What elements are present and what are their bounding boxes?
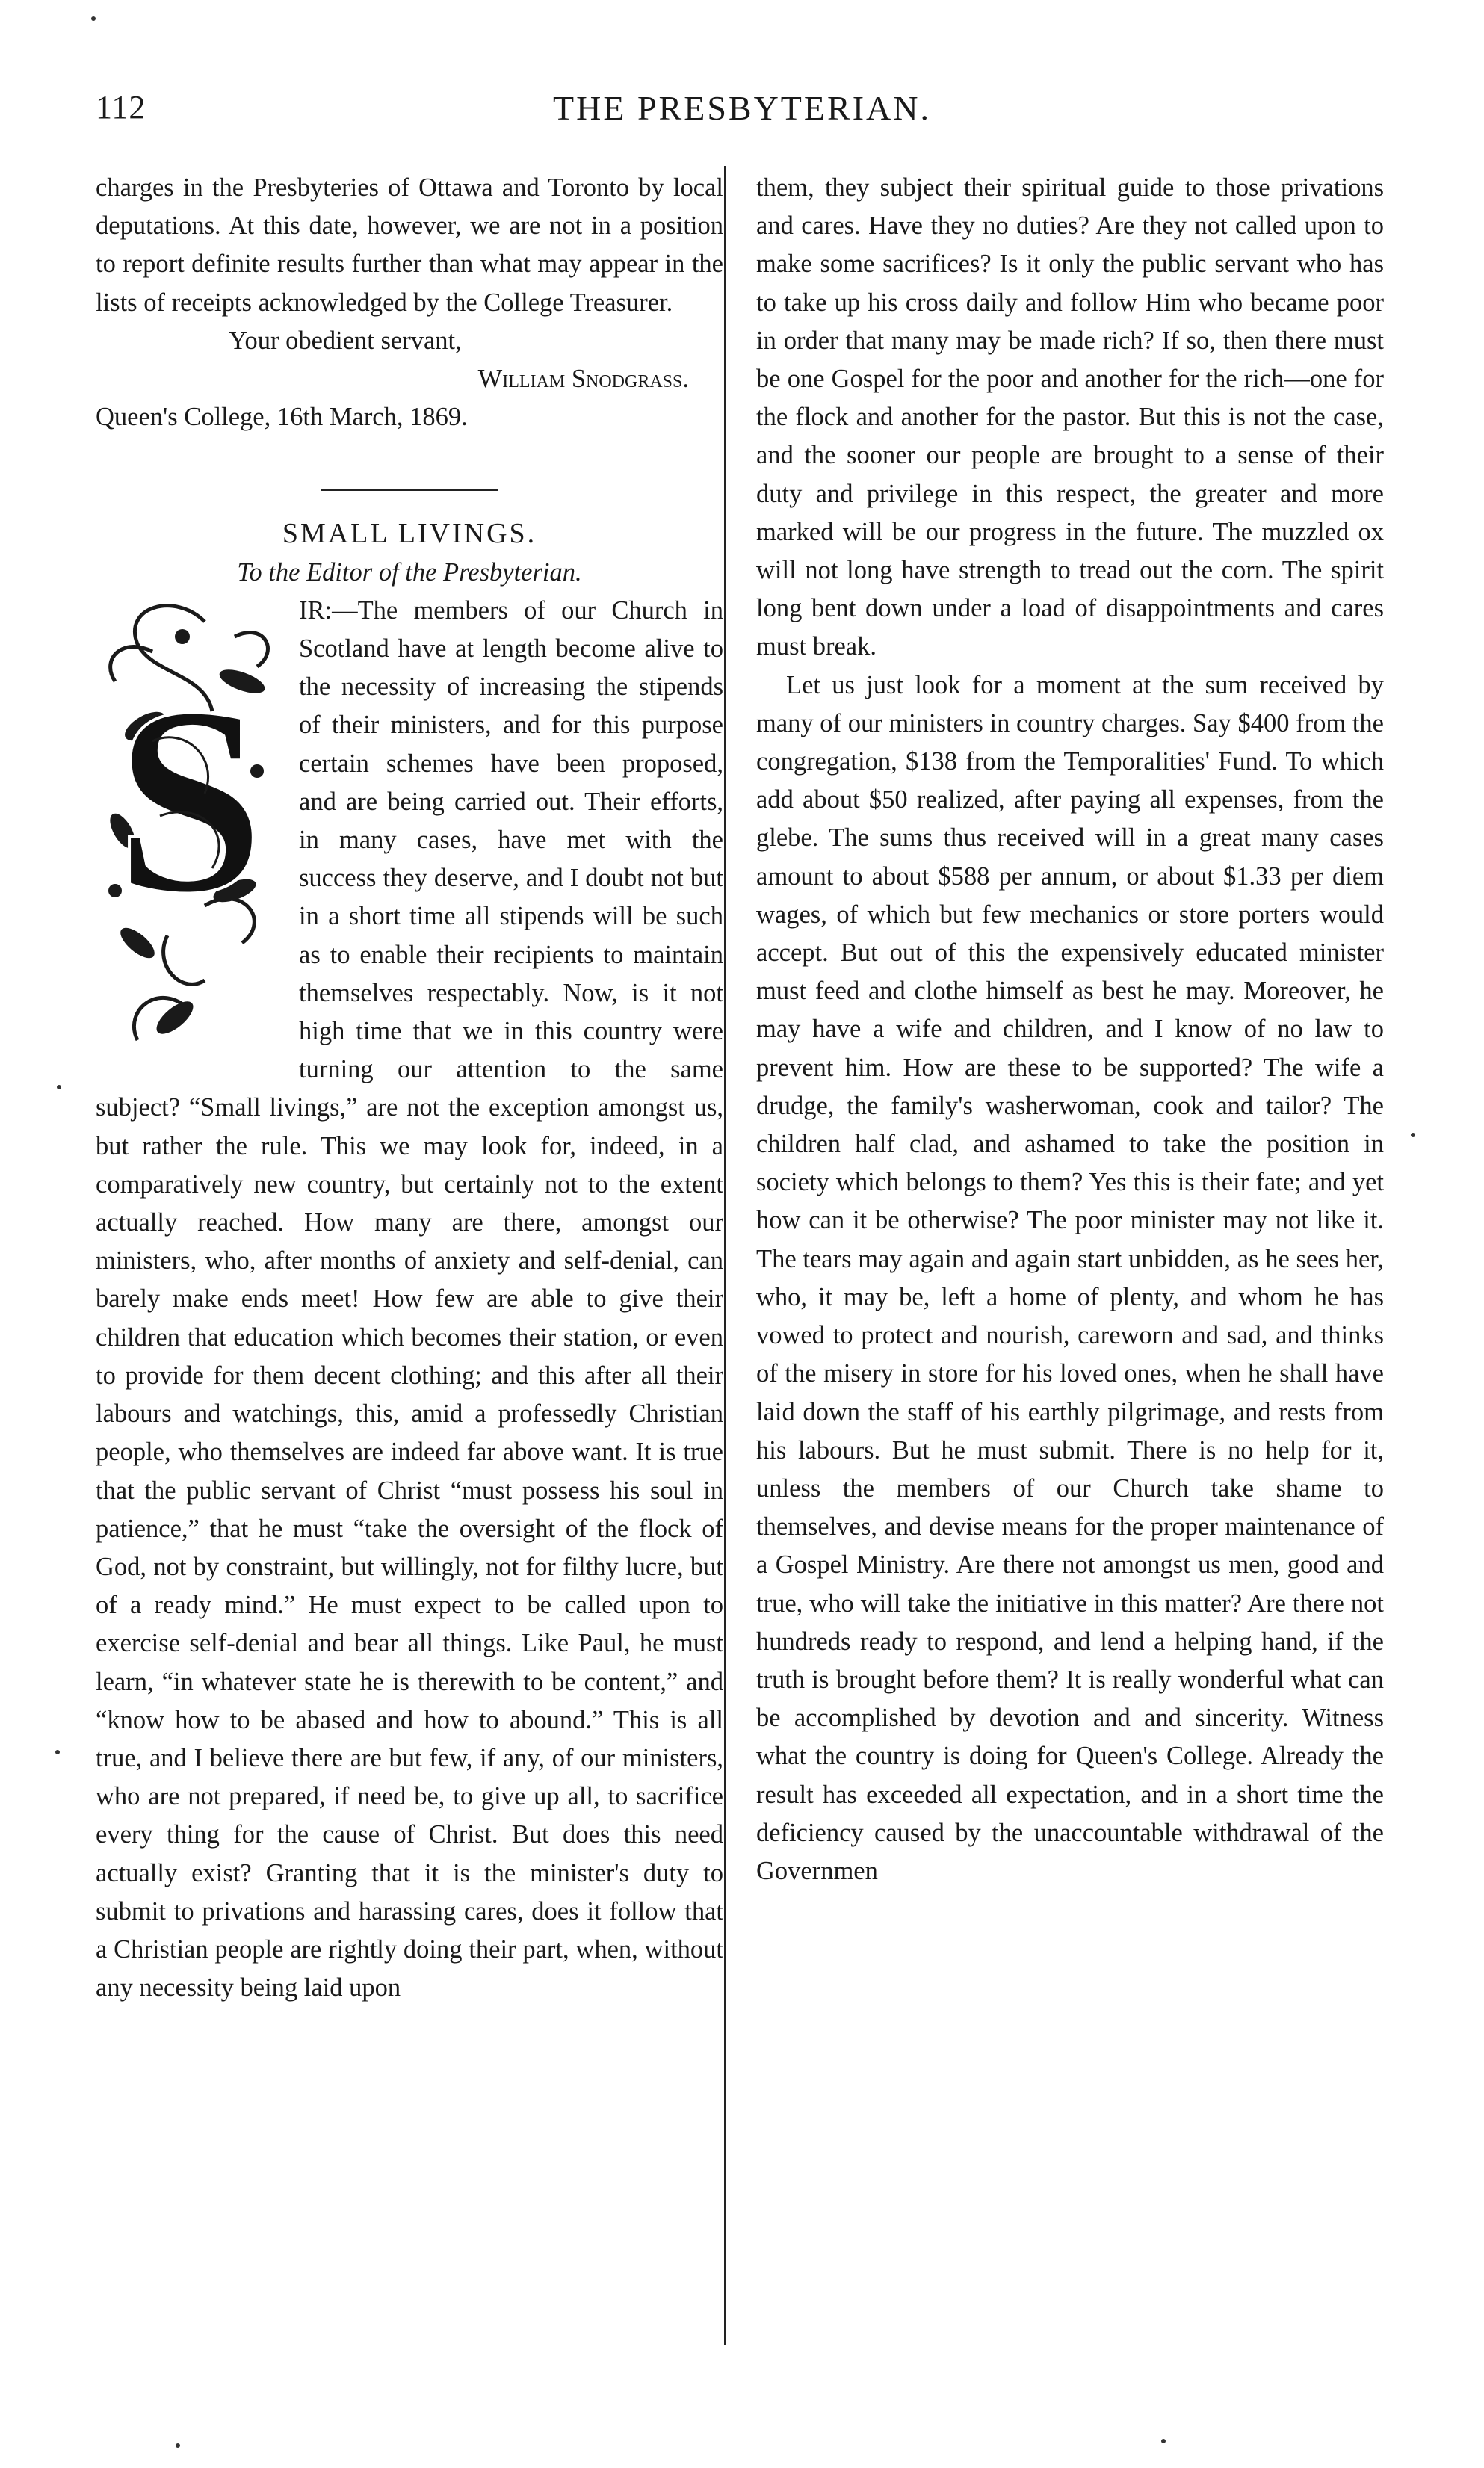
section-divider [321,489,498,491]
column-divider [724,166,726,2345]
drop-cap-letter: S [114,650,265,949]
speck [55,1750,60,1754]
article-subtitle: To the Editor of the Presbyterian. [237,557,582,587]
speck [91,16,96,21]
page-number: 112 [96,89,146,126]
speck [57,1085,61,1089]
article-body-left: IR:—The members of our Church in Scotland have at length become alive to the necessity of increasing the stipends of their ministers, and for this purpose certain schemes have been proposed, and are being carried out. Their efforts, in many cases, have met with the success they deserve, and I doubt not but in a short time all stipends will be such as to enable their recipients to maintain themselves respectably. Now, is it not high time that we in this country were turning our attention to the same subject? “Small livings,” are not the exception amongst us, but rather the rule. This we may look for, indeed, in a comparatively new country, but certainly not to the extent actually reached. How many are there, amongst our ministers, who, after months of anxiety and self-denial, can barely make ends meet! How few are able to give their children that education which becomes their station, or even to provide for them decent clothing; and this after all their labours and watchings, this, amid a professedly Christian people, who themselves are indeed far above want. It is true that the public servant of Christ “must possess his soul in patience,” that he must “take the oversight of the flock of God, not by constraint, but willingly, not for filthy lucre, but of a ready mind.” He must expect to be called upon to exercise self-denial and bear all things. Like Paul, he must learn, “in whatever state he is therewith to be content,” and “know how to be abased and how to abound.” This is all true, and I believe there are but few, if any, of our ministers, who are not prepared, if need be, to give up all, to sacrifice every thing for the cause of Christ. But does this need actually exist? Granting that it is the minister's duty to submit to privations and harassing cares, does it follow that a Christian people are rightly doing their part, when, without any necessity being laid upon [96,596,723,2002]
speck [176,2443,180,2448]
article-title: SMALL LIVINGS. [282,518,537,550]
letter-signature: William Snodgrass. [477,365,689,394]
right-column [756,169,1384,1890]
page-header [0,88,1484,140]
ornamental-drop-cap [93,592,287,1048]
speck [1161,2439,1166,2443]
letter-place-date: Queen's College, 16th March, 1869. [96,403,468,432]
ornamental-drop-cap-illustration [93,592,287,1048]
letter-signoff: Your obedient servant, [229,326,462,355]
speck [1411,1133,1415,1137]
running-title: THE PRESBYTERIAN. [553,89,931,127]
article-body-continuation: them, they subject their spiritual guide to those privations and cares. Have they no duties? Are they not called upon to make some sacrifices? Is it only the public servant who has to take up his cross daily and follow Him who became poor in order that many may be made rich? If so, then there must be one Gospel for the poor and another for the rich—one for the flock and another for the pastor. But this is not the case, and the sooner our people are brought to a sense of their duty and privilege in this respect, the greater and more marked will be our progress in the future. The muzzled ox will not long have strength to tread out the corn. The spirit long bent down under a load of disappointments and cares must break. [756,173,1384,661]
left-column [96,169,723,2007]
letter-closing-paragraph: charges in the Presbyteries of Ottawa and Toronto by local deputations. At this date, however, we are not in a position to report definite results further than what may appear in the lists of receipts acknowledged by the College Treasurer. [96,173,723,317]
article-body-paragraph-2: Let us just look for a moment at the sum received by many of our ministers in country charges. Say $400 from the congregation, $138 from the Temporalities' Fund. To which add about $50 realized, after paying all expenses, from the glebe. The sums thus received will in a great many cases amount to about $588 per annum, or about $1.33 per diem wages, of which but few mechanics or store porters would accept. But out of this the expensively educated minister must feed and clothe himself as best he may. Moreover, he may have a wife and children, and I know of no law to prevent him. How are these to be supported? The wife a drudge, the family's washerwoman, cook and tailor? The children half clad, and ashamed to take the position in society which belongs to them? Yes this is their fate; and yet how can it be otherwise? The poor minister may not like it. The tears may again and again start unbidden, as he sees her, who, it may be, left a home of plenty, and whom he has vowed to protect and nourish, careworn and sad, and thinks of the misery in store for his loved ones, when he shall have laid down the staff of his earthly pilgrimage, and rests from his labours. But he must submit. There is no help for it, unless the members of our Church take shame to themselves, and devise means for the proper maintenance of a Gospel Ministry. Are there not amongst us men, good and true, who will take the initiative in this matter? Are there not hundreds ready to respond, and lend a helping hand, if the truth is brought before them? It is really wonderful what can be accomplished by devotion and and sincerity. Witness what the country is doing for Queen's College. Already the result has exceeded all expectation, and in a short time the deficiency caused by the unaccountable withdrawal of the Governmen [756,670,1384,1885]
